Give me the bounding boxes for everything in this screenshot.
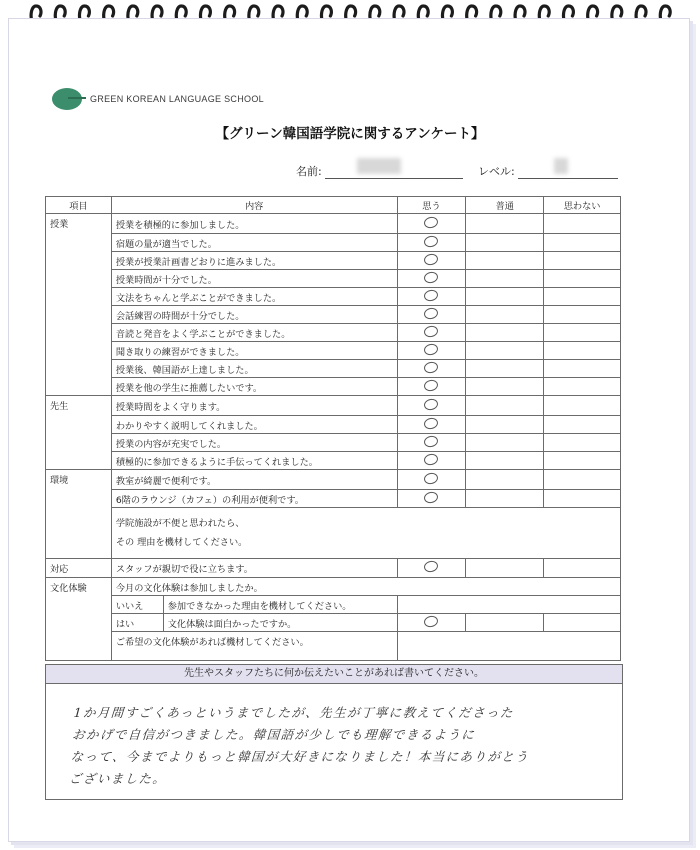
comment-heading: 先生やスタッフたちに何か伝えたいことがあれば書いてください。 [46, 665, 622, 684]
survey-item: 授業の内容が充実でした。 [111, 434, 397, 452]
neutral-cell[interactable] [466, 434, 544, 452]
neutral-cell[interactable] [466, 378, 544, 396]
table-row [46, 452, 621, 470]
survey-item: 授業が授業計画書どおりに進みました。 [111, 252, 397, 270]
disagree-cell[interactable] [544, 378, 621, 396]
circle-mark-icon [423, 306, 439, 320]
comment-line: なって、今までよりもっと韓国が大好きになりました！本当にありがとう [70, 749, 530, 764]
category-cell [46, 324, 112, 342]
culture-yes-text: 文化体験は面白かったですか。 [163, 614, 397, 632]
category-cell [46, 270, 112, 288]
culture-no-text: 参加できなかった理由を機材してください。 [163, 596, 397, 614]
disagree-cell[interactable] [544, 559, 621, 578]
disagree-cell[interactable] [544, 452, 621, 470]
survey-item: 教室が綺麗で便利です。 [111, 470, 397, 490]
category-cell [46, 234, 112, 252]
level-field [478, 163, 618, 179]
category-cell [46, 360, 112, 378]
circle-mark-icon [423, 270, 439, 284]
culture-question-row [46, 578, 621, 596]
category-cell [46, 342, 112, 360]
environment-note [111, 508, 620, 559]
culture-no-row [46, 596, 621, 614]
circle-mark-icon [423, 397, 439, 411]
circle-mark-icon [423, 560, 439, 574]
school-logo [52, 88, 264, 110]
service-row [46, 559, 621, 578]
category-culture: 文化体験 [46, 578, 112, 596]
table-row [46, 270, 621, 288]
table-row [46, 252, 621, 270]
table-row [46, 360, 621, 378]
table-row [46, 396, 621, 416]
neutral-cell[interactable] [466, 614, 544, 632]
level-line [518, 167, 618, 179]
survey-item: 授業後、韓国語が上達しました。 [111, 360, 397, 378]
category-cell [46, 452, 112, 470]
table-row [46, 416, 621, 434]
survey-item: 宿題の量が適当でした。 [111, 234, 397, 252]
agree-cell[interactable] [397, 214, 466, 234]
disagree-cell[interactable] [544, 288, 621, 306]
disagree-cell[interactable] [544, 324, 621, 342]
comment-line: ございました。 [68, 771, 167, 786]
neutral-cell[interactable] [466, 490, 544, 508]
agree-cell[interactable] [397, 490, 466, 508]
environment-note-row [46, 508, 621, 559]
agree-cell[interactable] [397, 614, 466, 632]
agree-cell[interactable] [397, 470, 466, 490]
category-service: 対応 [46, 559, 112, 578]
neutral-cell[interactable] [466, 452, 544, 470]
neutral-cell[interactable] [466, 416, 544, 434]
disagree-cell[interactable] [544, 614, 621, 632]
class-section [46, 214, 621, 396]
teacher-section [46, 396, 621, 470]
circle-mark-icon [423, 288, 439, 302]
agree-cell[interactable] [397, 234, 466, 252]
table-row [46, 378, 621, 396]
agree-cell[interactable] [397, 252, 466, 270]
neutral-cell[interactable] [466, 234, 544, 252]
category-cell [46, 288, 112, 306]
category-cell [46, 378, 112, 396]
survey-item: わかりやすく説明してくれました。 [111, 416, 397, 434]
agree-cell[interactable] [397, 342, 466, 360]
service-item: スタッフが親切で役に立ちます。 [111, 559, 397, 578]
disagree-cell[interactable] [544, 434, 621, 452]
table-row [46, 434, 621, 452]
comment-line: おかげで自信がつきました。韓国語が少しでも理解できるように [71, 727, 476, 742]
header-disagree: 思わない [544, 197, 621, 214]
neutral-cell[interactable] [466, 306, 544, 324]
table-row [46, 234, 621, 252]
agree-cell[interactable] [397, 416, 466, 434]
circle-mark-icon [423, 434, 439, 448]
culture-request-row [46, 632, 621, 661]
agree-cell[interactable] [397, 306, 466, 324]
survey-item: 授業時間をよく守ります。 [111, 396, 397, 416]
survey-item: 授業時間が十分でした。 [111, 270, 397, 288]
disagree-cell[interactable] [544, 416, 621, 434]
table-row [46, 214, 621, 234]
name-line [325, 167, 463, 179]
disagree-cell[interactable] [544, 470, 621, 490]
redacted-level [554, 158, 568, 174]
category-cell [46, 434, 112, 452]
neutral-cell[interactable] [466, 214, 544, 234]
header-category: 項目 [46, 197, 112, 214]
culture-yes-label: はい [111, 614, 163, 632]
disagree-cell[interactable] [544, 490, 621, 508]
disagree-cell[interactable] [544, 306, 621, 324]
category-environment: 環境 [46, 470, 112, 490]
circle-mark-icon [423, 324, 439, 338]
page-title: 【グリーン韓国語学院に関するアンケート】 [215, 126, 485, 142]
neutral-cell[interactable] [466, 288, 544, 306]
disagree-cell[interactable] [544, 234, 621, 252]
neutral-cell[interactable] [466, 470, 544, 490]
category-cell [46, 416, 112, 434]
survey-item: 授業を積極的に参加しました。 [111, 214, 397, 234]
logo-text: GREEN KOREAN LANGUAGE SCHOOL [90, 94, 264, 104]
logo-mark-icon [52, 88, 82, 110]
culture-no-answer[interactable] [397, 596, 620, 614]
neutral-cell[interactable] [466, 270, 544, 288]
circle-mark-icon [423, 215, 439, 229]
table-row [46, 306, 621, 324]
agree-cell[interactable] [397, 396, 466, 416]
table-row [46, 324, 621, 342]
survey-item: 授業を他の学生に推薦したいです。 [111, 378, 397, 396]
circle-mark-icon [423, 471, 439, 485]
name-field [296, 163, 463, 179]
disagree-cell[interactable] [544, 214, 621, 234]
agree-cell[interactable] [397, 378, 466, 396]
header-content: 内容 [111, 197, 397, 214]
circle-mark-icon [423, 452, 439, 466]
culture-request-answer[interactable] [397, 632, 620, 661]
circle-mark-icon [423, 614, 439, 628]
neutral-cell[interactable] [466, 396, 544, 416]
level-label: レベル: [478, 165, 515, 178]
survey-item: 積極的に参加できるように手伝ってくれました。 [111, 452, 397, 470]
comment-line: 1か月間すごくあっというまでしたが、先生が丁寧に教えてくださった [73, 705, 515, 720]
header-agree: 思う [397, 197, 466, 214]
disagree-cell[interactable] [544, 342, 621, 360]
agree-cell[interactable] [397, 452, 466, 470]
survey-item: 文法をちゃんと学ぶことができました。 [111, 288, 397, 306]
survey-item: 聞き取りの練習ができました。 [111, 342, 397, 360]
agree-cell[interactable] [397, 324, 466, 342]
culture-question: 今月の文化体験は参加しましたか。 [111, 578, 620, 596]
disagree-cell[interactable] [544, 396, 621, 416]
table-row [46, 342, 621, 360]
environment-section [46, 470, 621, 508]
survey-item: 会話練習の時間が十分でした。 [111, 306, 397, 324]
disagree-cell[interactable] [544, 252, 621, 270]
table-header-row [46, 197, 621, 214]
category-cell [46, 490, 112, 508]
category-teacher: 先生 [46, 396, 112, 416]
agree-cell[interactable] [397, 434, 466, 452]
name-label: 名前: [296, 165, 322, 178]
table-row [46, 288, 621, 306]
handwritten-comment[interactable] [42, 684, 625, 790]
environment-note-line2: その 理由を機材してください。 [115, 537, 248, 548]
neutral-cell[interactable] [466, 342, 544, 360]
category-cell [46, 252, 112, 270]
agree-cell[interactable] [397, 360, 466, 378]
survey-item: 音読と発音をよく学ぶことができました。 [111, 324, 397, 342]
circle-mark-icon [423, 360, 439, 374]
header-neutral: 普通 [466, 197, 544, 214]
neutral-cell[interactable] [466, 324, 544, 342]
culture-request: ご希望の文化体験があれば機材してください。 [111, 632, 397, 661]
circle-mark-icon [423, 490, 439, 504]
agree-cell[interactable] [397, 559, 466, 578]
agree-cell[interactable] [397, 288, 466, 306]
survey-item: 6階のラウンジ（カフェ）の利用が便利です。 [111, 490, 397, 508]
neutral-cell[interactable] [466, 252, 544, 270]
circle-mark-icon [423, 234, 439, 248]
table-row [46, 470, 621, 490]
survey-table [45, 196, 621, 661]
comment-box [45, 664, 623, 800]
disagree-cell[interactable] [544, 360, 621, 378]
environment-note-line1: 学院施設が不便と思われたら、 [115, 518, 245, 529]
neutral-cell[interactable] [466, 559, 544, 578]
circle-mark-icon [423, 252, 439, 266]
table-row [46, 490, 621, 508]
neutral-cell[interactable] [466, 360, 544, 378]
disagree-cell[interactable] [544, 270, 621, 288]
culture-yes-row [46, 614, 621, 632]
circle-mark-icon [423, 378, 439, 392]
redacted-name [357, 158, 401, 174]
circle-mark-icon [423, 342, 439, 356]
agree-cell[interactable] [397, 270, 466, 288]
culture-no-label: いいえ [111, 596, 163, 614]
circle-mark-icon [423, 416, 439, 430]
category-class: 授業 [46, 214, 112, 234]
category-cell [46, 306, 112, 324]
